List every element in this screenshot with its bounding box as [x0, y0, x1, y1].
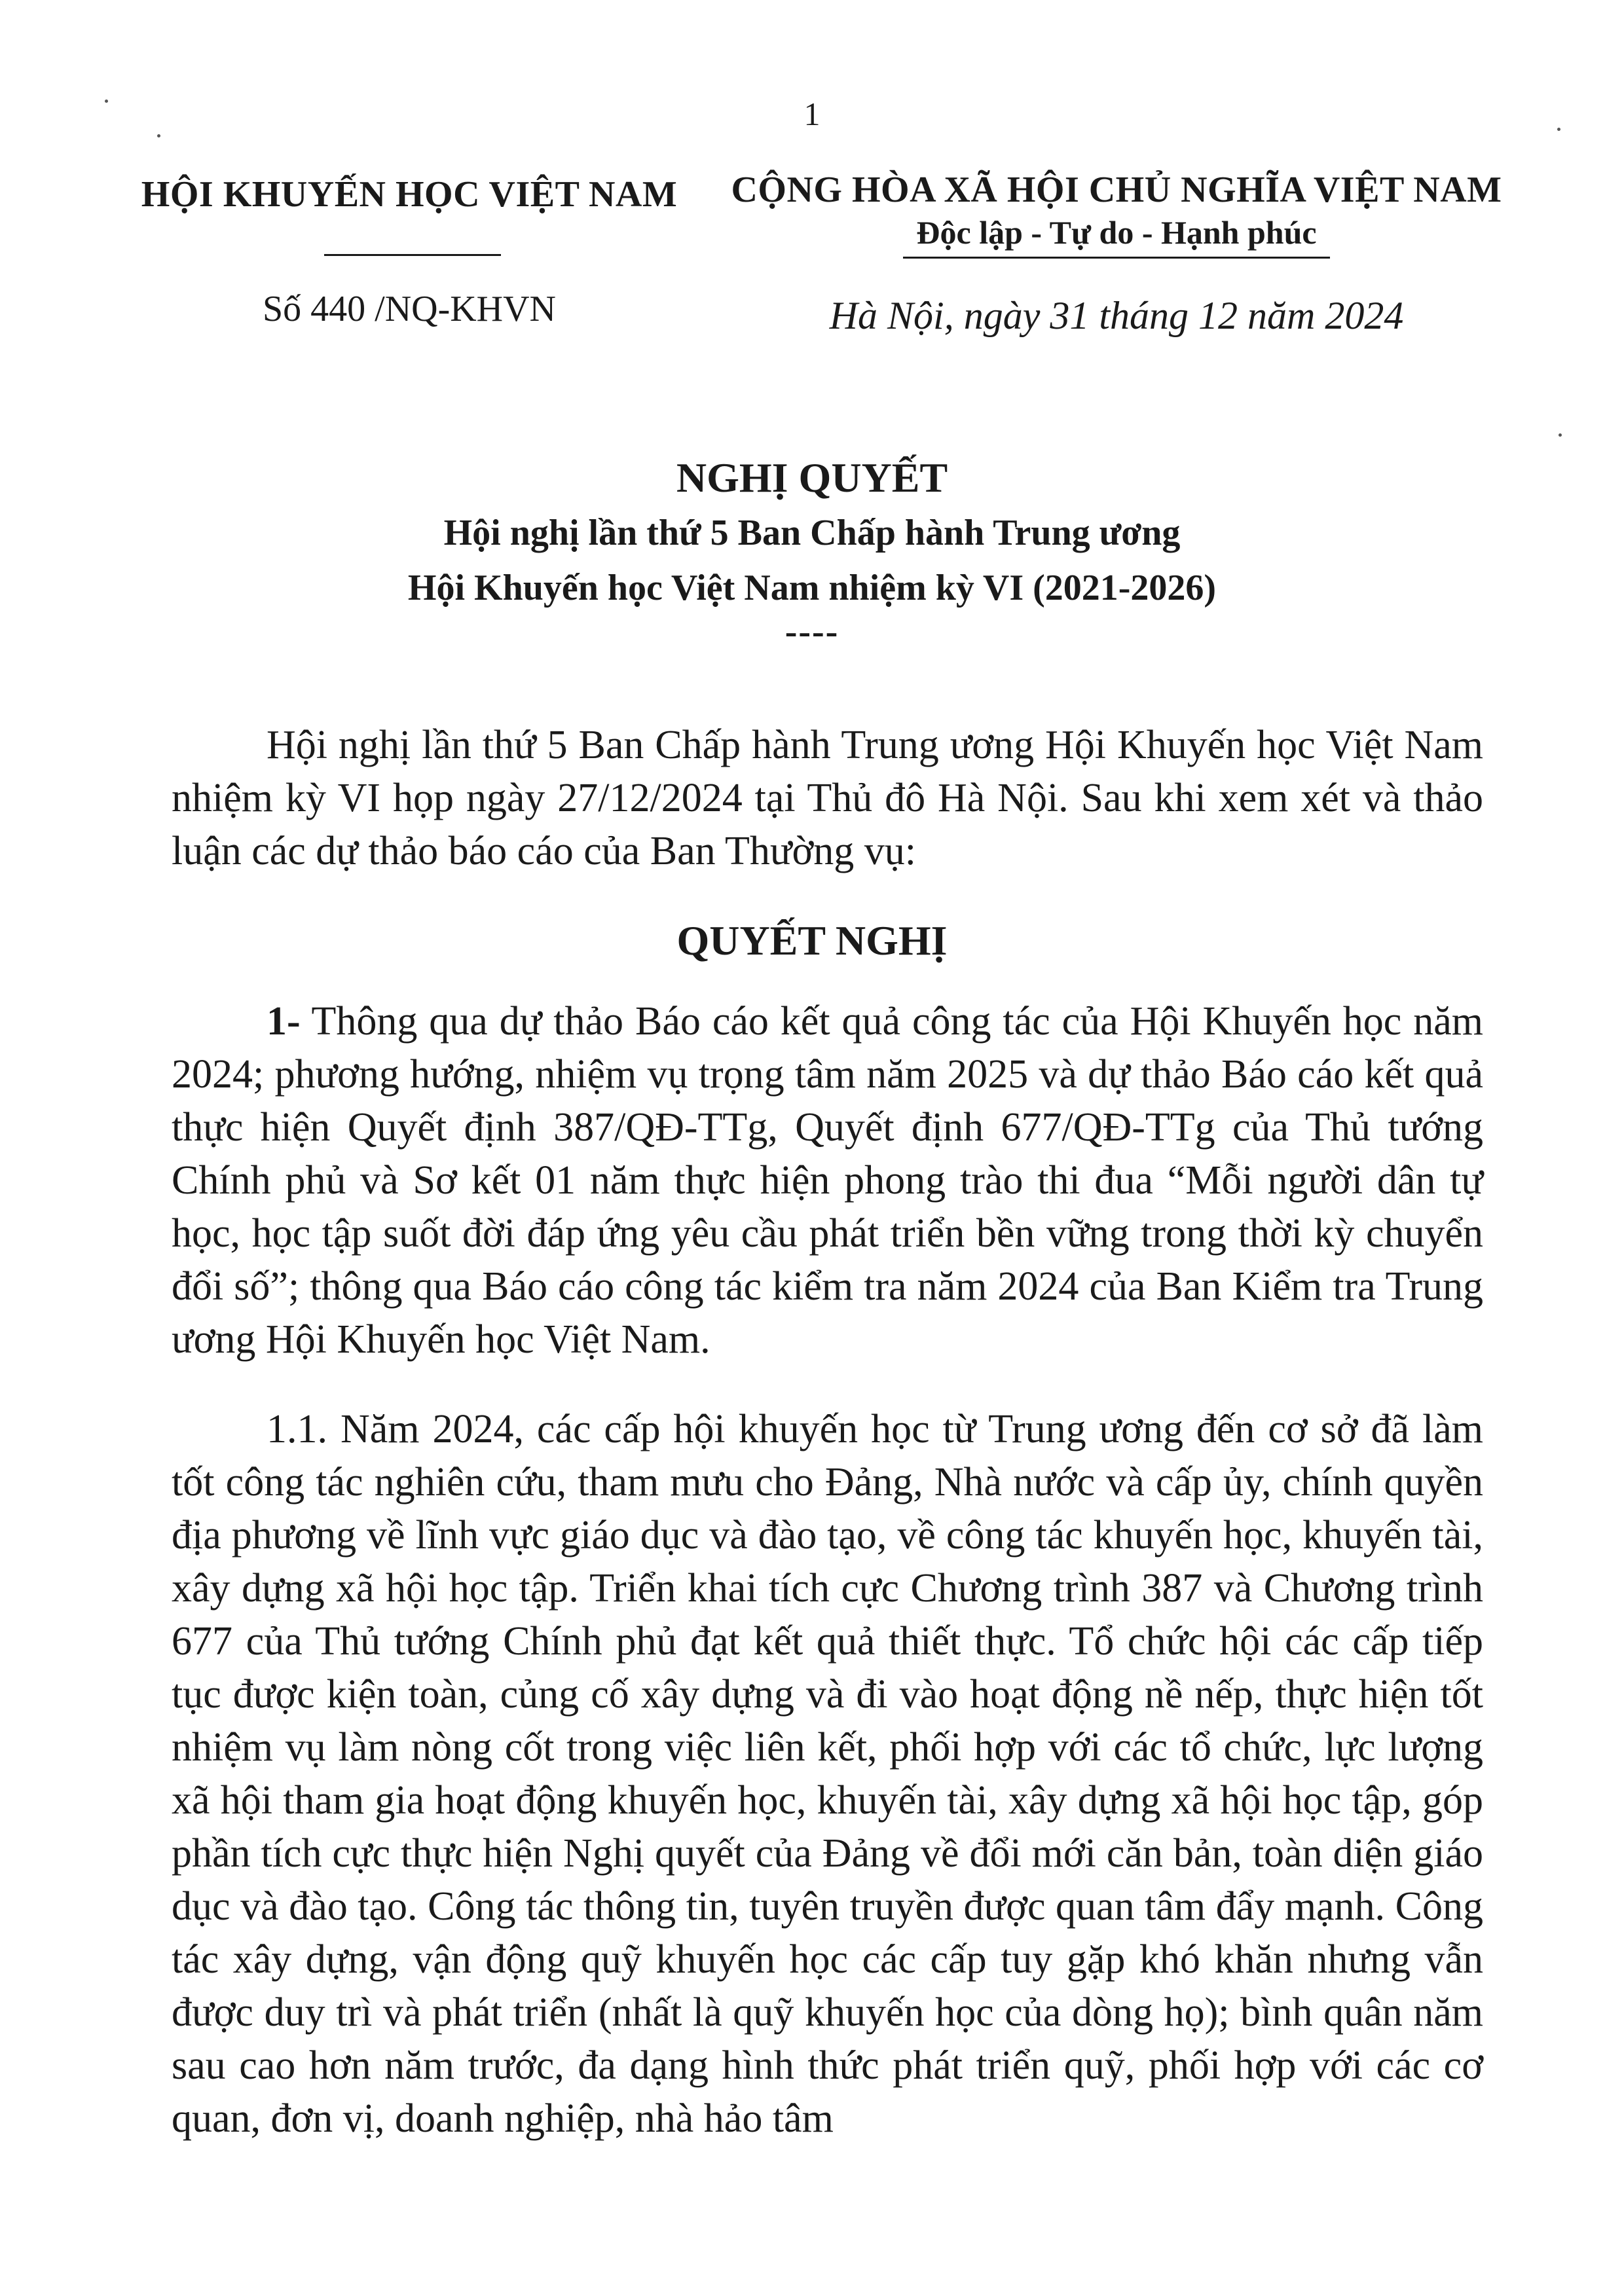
section-1-paragraph	[172, 995, 1483, 1366]
scan-speck	[1559, 433, 1562, 437]
issuer-block	[98, 173, 720, 215]
section-1-1	[172, 1403, 1483, 2145]
section-1-number: 1-	[267, 999, 301, 1044]
nation-name: CỘNG HÒA XÃ HỘI CHỦ NGHĨA VIỆT NAM	[731, 170, 1502, 210]
section-1-1-text: 1.1. Năm 2024, các cấp hội khuyến học từ Trung ương đến cơ sở đã làm tốt công tác nghiên cứu, tham mưu cho Đảng, Nhà nước và cấp ủy, chính quyền địa phương về lĩnh vực giáo dục và đào tạo, về công tác khuyến học, khuyến tài, xây dựng xã hội học tập. Triển khai tích cực Chương trình 387 và Chương trình 677 của Thủ tướng Chính phủ đạt kết quả thiết thực. Tổ chức hội các cấp tiếp tục được kiện toàn, củng cố xây dựng và đi vào hoạt động nề nếp, thực hiện tốt nhiệm vụ làm nòng cốt trong việc liên kết, phối hợp với các tổ chức, lực lượng xã hội tham gia hoạt động khuyến học, khuyến tài, xây dựng xã hội học tập, góp phần tích cực thực hiện Nghị quyết của Đảng về đổi mới căn bản, toàn diện giáo dục và đào tạo. Công tác thông tin, tuyên truyền được quan tâm đẩy mạnh. Công tác xây dựng, vận động quỹ khuyến học các cấp tuy gặp khó khăn nhưng vẫn được duy trì và phát triển (nhất là quỹ khuyến học của dòng họ); bình quân năm sau cao hơn năm trước, đa dạng hình thức phát triển quỹ, phối hợp với các cơ quan, đơn vị, doanh nghiệp, nhà hảo tâm	[172, 1407, 1483, 2141]
org-underline	[324, 254, 501, 256]
document-type: NGHỊ QUYẾT	[676, 454, 948, 501]
document-number: Số 440 /NQ-KHVN	[263, 289, 556, 329]
scan-speck	[157, 134, 160, 137]
scan-speck	[1557, 128, 1560, 131]
intro-paragraph	[172, 719, 1483, 878]
org-name: HỘI KHUYẾN HỌC VIỆT NAM	[141, 174, 678, 215]
page-number: 1	[803, 96, 821, 132]
scan-speck	[105, 100, 108, 103]
title-line-1: Hội nghị lần thứ 5 Ban Chấp hành Trung ương	[443, 513, 1181, 553]
resolution-heading: QUYẾT NGHỊ	[676, 917, 948, 964]
national-motto: Độc lập - Tự do - Hạnh phúc	[903, 213, 1329, 259]
national-header	[701, 169, 1532, 259]
title-separator: ----	[784, 611, 840, 652]
place-and-date: Hà Nội, ngày 31 tháng 12 năm 2024	[829, 294, 1404, 337]
title-block	[131, 450, 1493, 652]
title-line-2: Hội Khuyến học Việt Nam nhiệm kỳ VI (2021-2026)	[407, 568, 1217, 608]
section-1	[172, 995, 1483, 1366]
section-1-text: Thông qua dự thảo Báo cáo kết quả công tác của Hội Khuyến học năm 2024; phương hướng, nhiệm vụ trọng tâm năm 2025 và dự thảo Báo cáo kết quả thực hiện Quyết định 387/QĐ-TTg, Quyết định 677/QĐ-TTg của Thủ tướng Chính phủ và Sơ kết 01 năm thực hiện phong trào thi đua “Mỗi người dân tự học, học tập suốt đời đáp ứng yêu cầu phát triển bền vững trong thời kỳ chuyển đổi số”; thông qua Báo cáo công tác kiểm tra năm 2024 của Ban Kiểm tra Trung ương Hội Khuyến học Việt Nam.	[172, 999, 1483, 1362]
intro-text: Hội nghị lần thứ 5 Ban Chấp hành Trung ương Hội Khuyến học Việt Nam nhiệm kỳ VI họp ngày 27/12/2024 tại Thủ đô Hà Nội. Sau khi xem xét và thảo luận các dự thảo báo cáo của Ban Thường vụ:	[172, 723, 1483, 873]
